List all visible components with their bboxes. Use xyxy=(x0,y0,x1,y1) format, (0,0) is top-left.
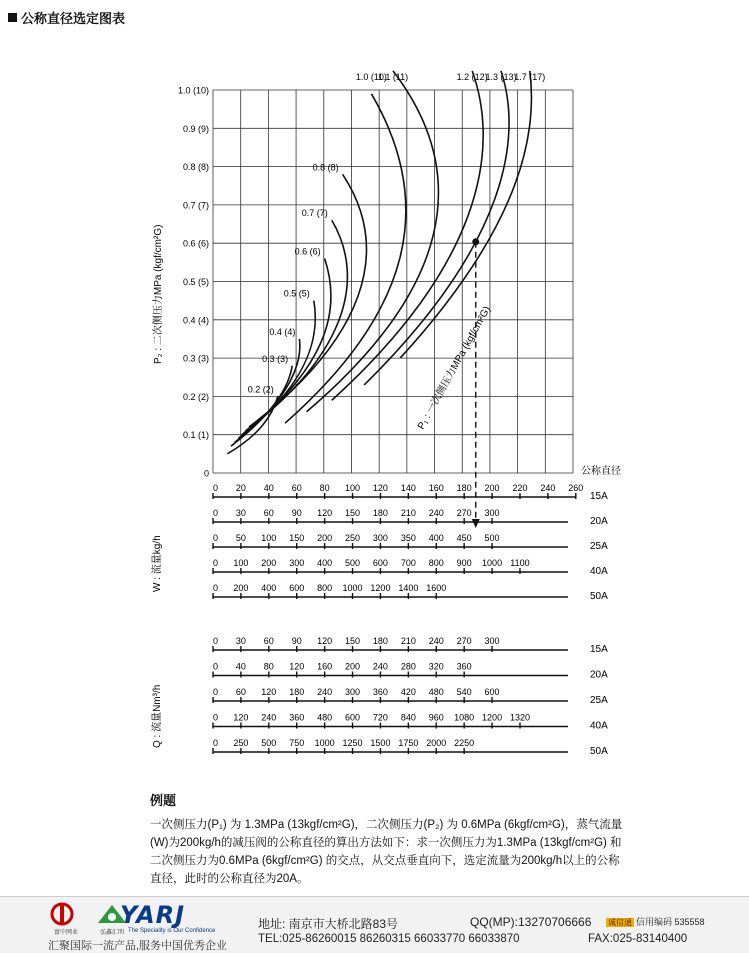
scale-tick-label: 0 xyxy=(213,558,219,568)
scale-tick-label: 240 xyxy=(317,687,333,697)
scale-tick-label: 1250 xyxy=(342,738,363,748)
scale-tick-label: 80 xyxy=(263,661,274,672)
scale-tick-label: 270 xyxy=(456,636,472,646)
scale-tick-label: 600 xyxy=(345,712,361,723)
footer-tel: TEL:025-86260015 86260315 66033770 66033870 xyxy=(258,933,520,945)
nominal-size-label: 25A xyxy=(590,541,608,552)
nominal-size-label: 50A xyxy=(590,591,608,602)
scale-tick-label: 700 xyxy=(400,558,416,568)
footer-address: 地址: 南京市大桥北路83号 xyxy=(258,917,399,931)
scale-tick-label: 120 xyxy=(317,508,333,518)
curve-label: 0.3 (3) xyxy=(262,353,289,364)
curve-label: 0.4 (4) xyxy=(269,326,296,337)
y-tick-label: 0.1 (1) xyxy=(182,430,209,441)
flow-scales xyxy=(213,483,608,757)
steam-flow-label: W : 流量kg/h xyxy=(152,535,163,592)
nominal-size-label: 25A xyxy=(590,695,608,706)
scale-tick-label: 2000 xyxy=(426,738,447,748)
footer-qq: QQ(MP):13270706666 xyxy=(470,915,592,929)
scale-tick-label: 60 xyxy=(263,636,274,646)
example-section xyxy=(150,792,630,888)
scale-tick-label: 420 xyxy=(400,687,416,697)
scale-tick-label: 90 xyxy=(291,508,302,518)
credit-info xyxy=(606,915,705,928)
curve-label: 1.3 (13) xyxy=(485,72,517,82)
scale-tick-label: 360 xyxy=(289,712,305,723)
scale-tick-label: 750 xyxy=(289,738,305,748)
scale-tick-label: 80 xyxy=(319,483,330,493)
scale-tick-label: 0 xyxy=(213,687,219,697)
scale-tick-label: 240 xyxy=(540,483,556,493)
scale-tick-label: 540 xyxy=(456,687,472,697)
scale-tick-label: 1000 xyxy=(314,738,335,748)
scale-tick-label: 160 xyxy=(317,661,333,672)
scale-tick-label: 720 xyxy=(372,712,388,723)
scale-tick-label: 180 xyxy=(289,687,305,697)
scale-tick-label: 480 xyxy=(428,687,444,697)
scale-tick-label: 360 xyxy=(372,687,388,697)
credit-code: 信用编码 535558 xyxy=(636,917,705,927)
scale-tick-label: 0 xyxy=(213,508,219,518)
curve-label: 0.5 (5) xyxy=(283,288,310,299)
curve-labels xyxy=(248,72,546,394)
scale-tick-label: 1100 xyxy=(510,558,530,568)
y-tick-label: 1.0 (10) xyxy=(177,85,209,96)
y-tick-label: 0.9 (9) xyxy=(182,123,209,134)
scale-tick-label: 120 xyxy=(261,687,277,697)
y-tick-label: 0.7 (7) xyxy=(182,200,209,211)
curve-label: 0.6 (6) xyxy=(294,246,321,257)
scale-tick-label: 350 xyxy=(400,533,416,543)
scale-tick-label: 360 xyxy=(456,661,472,672)
scale-tick-label: 0 xyxy=(213,583,219,593)
scale-tick-label: 840 xyxy=(400,712,416,723)
scale-tick-label: 120 xyxy=(317,636,333,646)
scale-tick-label: 300 xyxy=(372,533,388,543)
scale-tick-label: 300 xyxy=(484,636,500,646)
air-flow-label: Q : 流量Nm³/h xyxy=(152,684,163,748)
curve-label: 1.0 (10) xyxy=(355,72,387,82)
scale-tick-label: 240 xyxy=(372,661,388,672)
scale-tick-label: 600 xyxy=(289,583,305,593)
scale-tick-label: 250 xyxy=(233,738,249,748)
y-tick-label: 0.4 (4) xyxy=(182,315,209,326)
y-tick-label: 0 xyxy=(203,468,209,479)
example-heading: 例题 xyxy=(150,793,177,808)
scale-tick-label: 0 xyxy=(213,738,219,748)
nominal-size-label: 50A xyxy=(590,746,608,757)
credit-badge: 诚信通 xyxy=(608,918,632,927)
scale-tick-label: 1000 xyxy=(482,558,503,568)
scale-tick-label: 1000 xyxy=(342,583,363,593)
scale-tick-label: 60 xyxy=(263,508,274,518)
scale-tick-label: 400 xyxy=(261,583,277,593)
scale-tick-label: 120 xyxy=(233,712,249,723)
y-tick-label: 0.8 (8) xyxy=(182,162,209,173)
scale-tick-label: 400 xyxy=(428,533,444,543)
nominal-size-label: 15A xyxy=(590,491,608,502)
scale-tick-label: 200 xyxy=(261,558,277,568)
scale-tick-label: 0 xyxy=(213,533,219,543)
scale-tick-label: 450 xyxy=(456,533,472,543)
scale-tick-label: 1200 xyxy=(370,583,391,593)
scale-tick-label: 240 xyxy=(261,712,277,723)
scale-tick-label: 150 xyxy=(345,508,361,518)
example-text: 一次侧压力(P₁) 为 1.3MPa (13kgf/cm²G)，二次侧压力(P₂) 为 0.6MPa (6kgf/cm²G)，蒸气流量(W)为200kg/h的减压阀的公称直径的算出方法如下：求一次侧压力为1.3MPa (13kgf/cm²G) 和二次侧压力为0.6MPa (6kgf/cm²G) 的交点，从交点垂直向下，选定流量为200kg/h以上的公称直径，此时的公称直径为20A。 xyxy=(150,819,623,885)
scale-tick-label: 1080 xyxy=(454,712,475,723)
p1-curve xyxy=(238,301,315,439)
scale-tick-label: 180 xyxy=(372,508,388,518)
scale-tick-label: 0 xyxy=(213,636,219,646)
footer-tagline: 汇聚国际一流产品,服务中国优秀企业 xyxy=(48,940,228,952)
logo1-caption: 富中网业 xyxy=(53,930,78,936)
scale-tick-label: 800 xyxy=(317,583,333,593)
nominal-size-label: 40A xyxy=(590,566,608,577)
footer-fax: FAX:025-83140400 xyxy=(588,933,688,945)
scale-tick-label: 40 xyxy=(235,661,246,672)
y-tick-label: 0.2 (2) xyxy=(182,391,209,402)
y-tick-label: 0.6 (6) xyxy=(182,238,209,249)
scale-tick-label: 100 xyxy=(261,533,277,543)
scale-tick-label: 300 xyxy=(484,508,500,518)
scale-tick-label: 100 xyxy=(233,558,249,568)
scale-tick-label: 250 xyxy=(345,533,361,543)
scale-tick-label: 210 xyxy=(400,508,416,518)
scale-tick-label: 150 xyxy=(345,636,361,646)
p1-series-label: P₁ : 一次侧压力MPa (kgf/cm²G) xyxy=(416,304,493,432)
y-tick-label: 0.3 (3) xyxy=(182,353,209,364)
scale-tick-label: 220 xyxy=(512,483,528,493)
scale-tick-label: 1200 xyxy=(482,712,503,723)
scale-tick-label: 1500 xyxy=(370,738,391,748)
curve-label: 0.7 (7) xyxy=(301,208,328,219)
scale-tick-label: 1400 xyxy=(398,583,419,593)
scale-tick-label: 30 xyxy=(235,508,246,518)
scale-tick-label: 180 xyxy=(456,483,472,493)
scale-tick-label: 1750 xyxy=(398,738,419,748)
scale-tick-label: 260 xyxy=(568,483,584,493)
scale-tick-label: 180 xyxy=(372,636,388,646)
scale-tick-label: 960 xyxy=(428,712,444,723)
logo2-caption: 弘鑫汇明 xyxy=(99,930,124,936)
scale-tick-label: 240 xyxy=(428,508,444,518)
scale-tick-label: 270 xyxy=(456,508,472,518)
y-tick-label: 0.5 (5) xyxy=(182,277,209,287)
scale-tick-label: 120 xyxy=(289,661,305,672)
scale-tick-label: 500 xyxy=(261,738,277,748)
scale-tick-label: 600 xyxy=(372,558,388,568)
x-axis-label: 公称直径 xyxy=(581,466,621,477)
page-title-text: 公称直径选定图表 xyxy=(21,11,126,26)
scale-tick-label: 500 xyxy=(484,533,500,543)
curve-label: 1.1 (11) xyxy=(377,72,409,82)
scale-tick-label: 1600 xyxy=(426,583,447,593)
scale-tick-label: 1320 xyxy=(509,712,530,723)
scale-tick-label: 160 xyxy=(428,483,444,493)
y-axis-ticks xyxy=(178,86,209,479)
scale-tick-label: 500 xyxy=(345,558,361,568)
scale-tick-label: 20 xyxy=(235,483,246,493)
nominal-size-label: 20A xyxy=(590,669,608,681)
dropline-arrow xyxy=(472,519,480,528)
scale-tick-label: 90 xyxy=(291,636,302,646)
nominal-size-label: 40A xyxy=(590,720,608,732)
scale-tick-label: 200 xyxy=(233,583,249,593)
scale-tick-label: 140 xyxy=(400,483,416,493)
fuzhong-logo-icon xyxy=(48,901,84,927)
p1-curve xyxy=(364,71,509,385)
scale-tick-label: 120 xyxy=(372,483,388,493)
y-axis-label: P₂ : 二次侧压力MPa (kgf/cm²G) xyxy=(153,224,164,364)
scale-tick-label: 600 xyxy=(484,687,500,697)
yarj-brand-logo: YARJ xyxy=(120,901,186,929)
scale-tick-label: 50 xyxy=(235,533,246,543)
footer xyxy=(0,896,749,953)
scale-tick-label: 200 xyxy=(345,661,361,672)
nominal-size-label: 20A xyxy=(590,516,608,527)
scale-tick-label: 320 xyxy=(428,661,444,672)
curve-label: 0.2 (2) xyxy=(247,384,274,395)
brand-slogan: The Speciality is Our Confidence xyxy=(128,928,216,934)
scale-tick-label: 240 xyxy=(428,636,444,646)
scale-tick-label: 900 xyxy=(456,558,472,568)
scale-tick-label: 60 xyxy=(235,687,246,697)
scale-tick-label: 60 xyxy=(291,483,302,493)
scale-tick-label: 30 xyxy=(235,636,246,646)
p1-curve xyxy=(231,366,292,446)
curve-label: 0.8 (8) xyxy=(312,162,339,173)
scale-tick-label: 2250 xyxy=(454,738,475,748)
scale-tick-label: 40 xyxy=(263,483,274,493)
scale-tick-label: 300 xyxy=(345,687,361,697)
scale-tick-label: 300 xyxy=(289,558,305,568)
scale-tick-label: 0 xyxy=(213,661,219,672)
scale-tick-label: 480 xyxy=(317,712,333,723)
scale-tick-label: 280 xyxy=(400,661,416,672)
p1-curve xyxy=(242,259,331,435)
scale-tick-label: 800 xyxy=(428,558,444,568)
scale-tick-label: 0 xyxy=(213,483,219,493)
curve-label: 1.2 (12) xyxy=(456,72,488,82)
curve-label: 1.7 (17) xyxy=(514,72,546,82)
scale-tick-label: 100 xyxy=(345,483,361,493)
scale-tick-label: 0 xyxy=(213,712,219,723)
nominal-size-label: 15A xyxy=(590,644,608,655)
scale-tick-label: 200 xyxy=(484,483,500,493)
scale-tick-label: 210 xyxy=(400,636,416,646)
scale-tick-label: 200 xyxy=(317,533,333,543)
scale-tick-label: 150 xyxy=(289,533,305,543)
scale-tick-label: 400 xyxy=(317,558,333,568)
